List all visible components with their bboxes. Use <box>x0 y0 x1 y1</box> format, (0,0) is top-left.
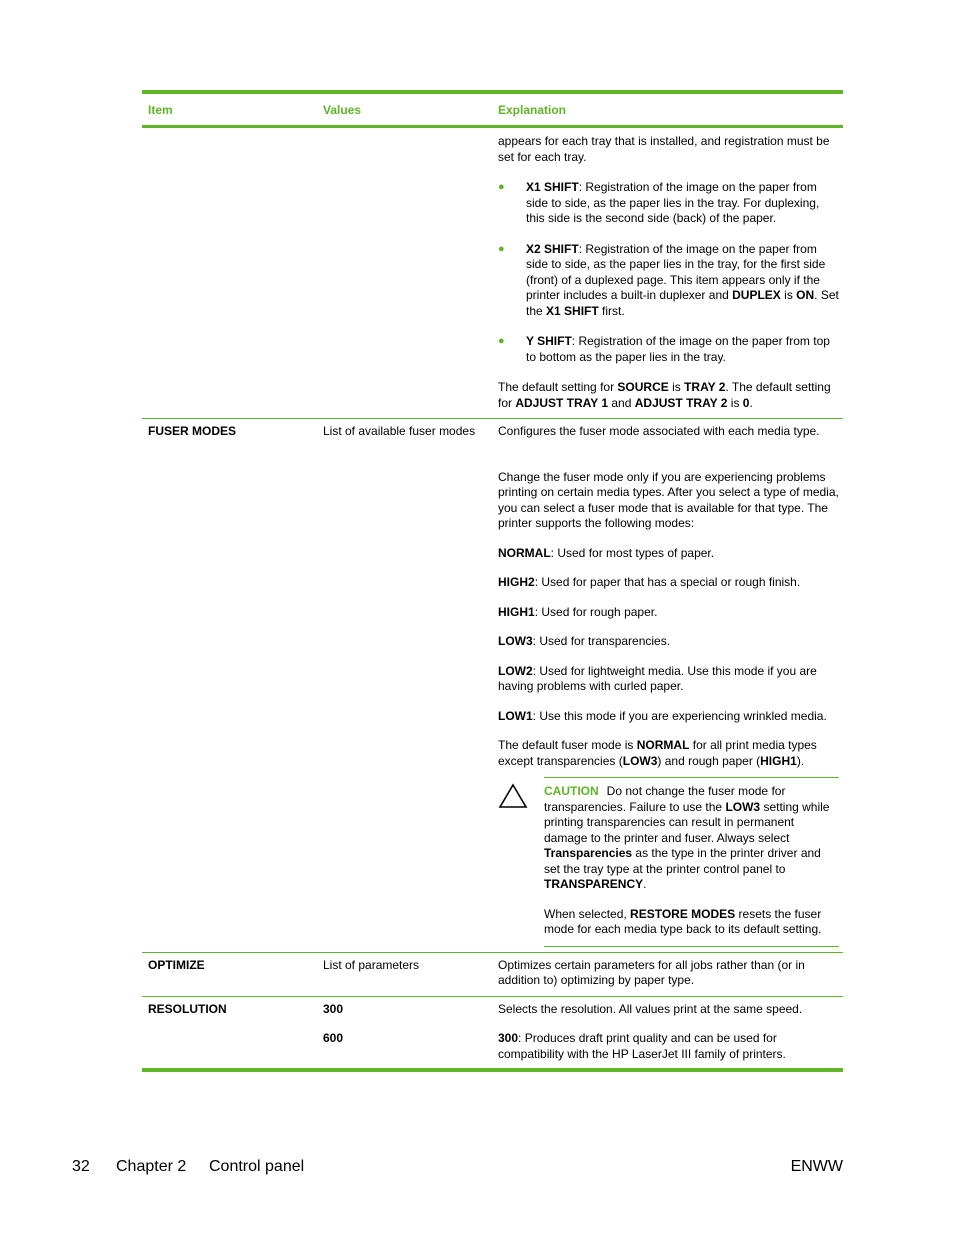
table-header-row <box>142 94 843 125</box>
table-row-registration-continued <box>142 128 843 418</box>
bullet-icon: ● <box>498 181 505 193</box>
mode-high1: HIGH1: Used for rough paper. <box>498 604 658 619</box>
mode-high2: HIGH2: Used for paper that has a special or rough finish. <box>498 575 801 589</box>
section-label: Control panel <box>209 1158 305 1175</box>
list-item: ● X2 SHIFT: Registration of the image on the paper from side to side, as the paper lies in the tray, for the first side (front) of a duplexed page. This item appears only if the printer includes a built-in duplexer and DUPLEX is ON. Set the X1 SHIFT first. <box>498 241 839 318</box>
table-row-resolution <box>142 997 843 1069</box>
registration-default: The default setting for SOURCE is TRAY 2. The default setting for ADJUST TRAY 1 and ADJUST TRAY 2 is 0. <box>498 380 831 410</box>
fuser-guidance: Change the fuser mode only if you are experiencing problems printing on certain media types. After you select a type of media, you can select a fuser mode that is available for that type. The printer supports the following modes: <box>498 469 839 530</box>
table-row-fuser-modes <box>142 419 843 952</box>
settings-table <box>142 90 843 1072</box>
page-number: 32 <box>72 1158 90 1175</box>
table-row-optimize <box>142 953 843 996</box>
caution-label: CAUTION <box>544 784 599 798</box>
resolution-value-600: 600 <box>323 1031 344 1045</box>
fuser-modes-values: List of available fuser modes <box>323 424 476 438</box>
warning-triangle-icon <box>498 777 544 947</box>
mode-normal: NORMAL: Used for most types of paper. <box>498 545 715 560</box>
fuser-default: The default fuser mode is NORMAL for all print media types except transparencies (LOW3) and rough paper (HIGH1). <box>498 738 817 768</box>
resolution-value-300: 300 <box>323 1001 344 1016</box>
resolution-item: RESOLUTION <box>148 1001 227 1016</box>
mode-low3: LOW3: Used for transparencies. <box>498 634 671 648</box>
list-item: ● X1 SHIFT: Registration of the image on the paper from side to side, as the paper lies in the tray. For duplexing, this side is the second side (back) of the paper. <box>498 180 820 225</box>
optimize-item: OPTIMIZE <box>148 957 205 972</box>
footer-code: ENWW <box>790 1158 843 1175</box>
mode-low2: LOW2: Used for lightweight media. Use this mode if you are having problems with curled paper. <box>498 663 817 693</box>
mode-low1: LOW1: Use this mode if you are experiencing wrinkled media. <box>498 708 827 723</box>
bullet-icon: ● <box>498 335 505 347</box>
optimize-explanation: Optimizes certain parameters for all jobs rather than (or in addition to) optimizing by paper type. <box>498 957 805 987</box>
registration-intro: appears for each tray that is installed, and registration must be set for each tray. <box>498 134 830 164</box>
list-item: ● Y SHIFT: Registration of the image on the paper from top to bottom as the paper lies in the tray. <box>498 334 830 364</box>
caution-text: CAUTION Do not change the fuser mode for transparencies. Failure to use the LOW3 setting while printing transparencies can result in permanent damage to the printer and fuser. Always select Transparencies as the type in the printer driver and set the tray type at the printer control panel to TRANSPARENCY. <box>544 784 830 891</box>
chapter-label: Chapter 2 <box>116 1158 187 1175</box>
fuser-modes-item: FUSER MODES <box>148 424 237 438</box>
resolution-300-explanation: 300: Produces draft print quality and can be used for compatibility with the HP LaserJet III family of printers. <box>498 1031 786 1061</box>
table-bottom-rule <box>142 1068 843 1072</box>
header-item: Item <box>148 102 173 117</box>
header-values: Values <box>323 102 362 117</box>
restore-modes-text: When selected, RESTORE MODES resets the fuser mode for each media type back to its default setting. <box>544 906 822 936</box>
caution-box <box>498 777 839 947</box>
optimize-values: List of parameters <box>323 957 420 972</box>
fuser-description: Configures the fuser mode associated with each media type. <box>498 424 820 438</box>
bullet-icon: ● <box>498 242 505 255</box>
header-explanation: Explanation <box>498 102 567 117</box>
resolution-explanation: Selects the resolution. All values print at the same speed. <box>498 1001 803 1016</box>
